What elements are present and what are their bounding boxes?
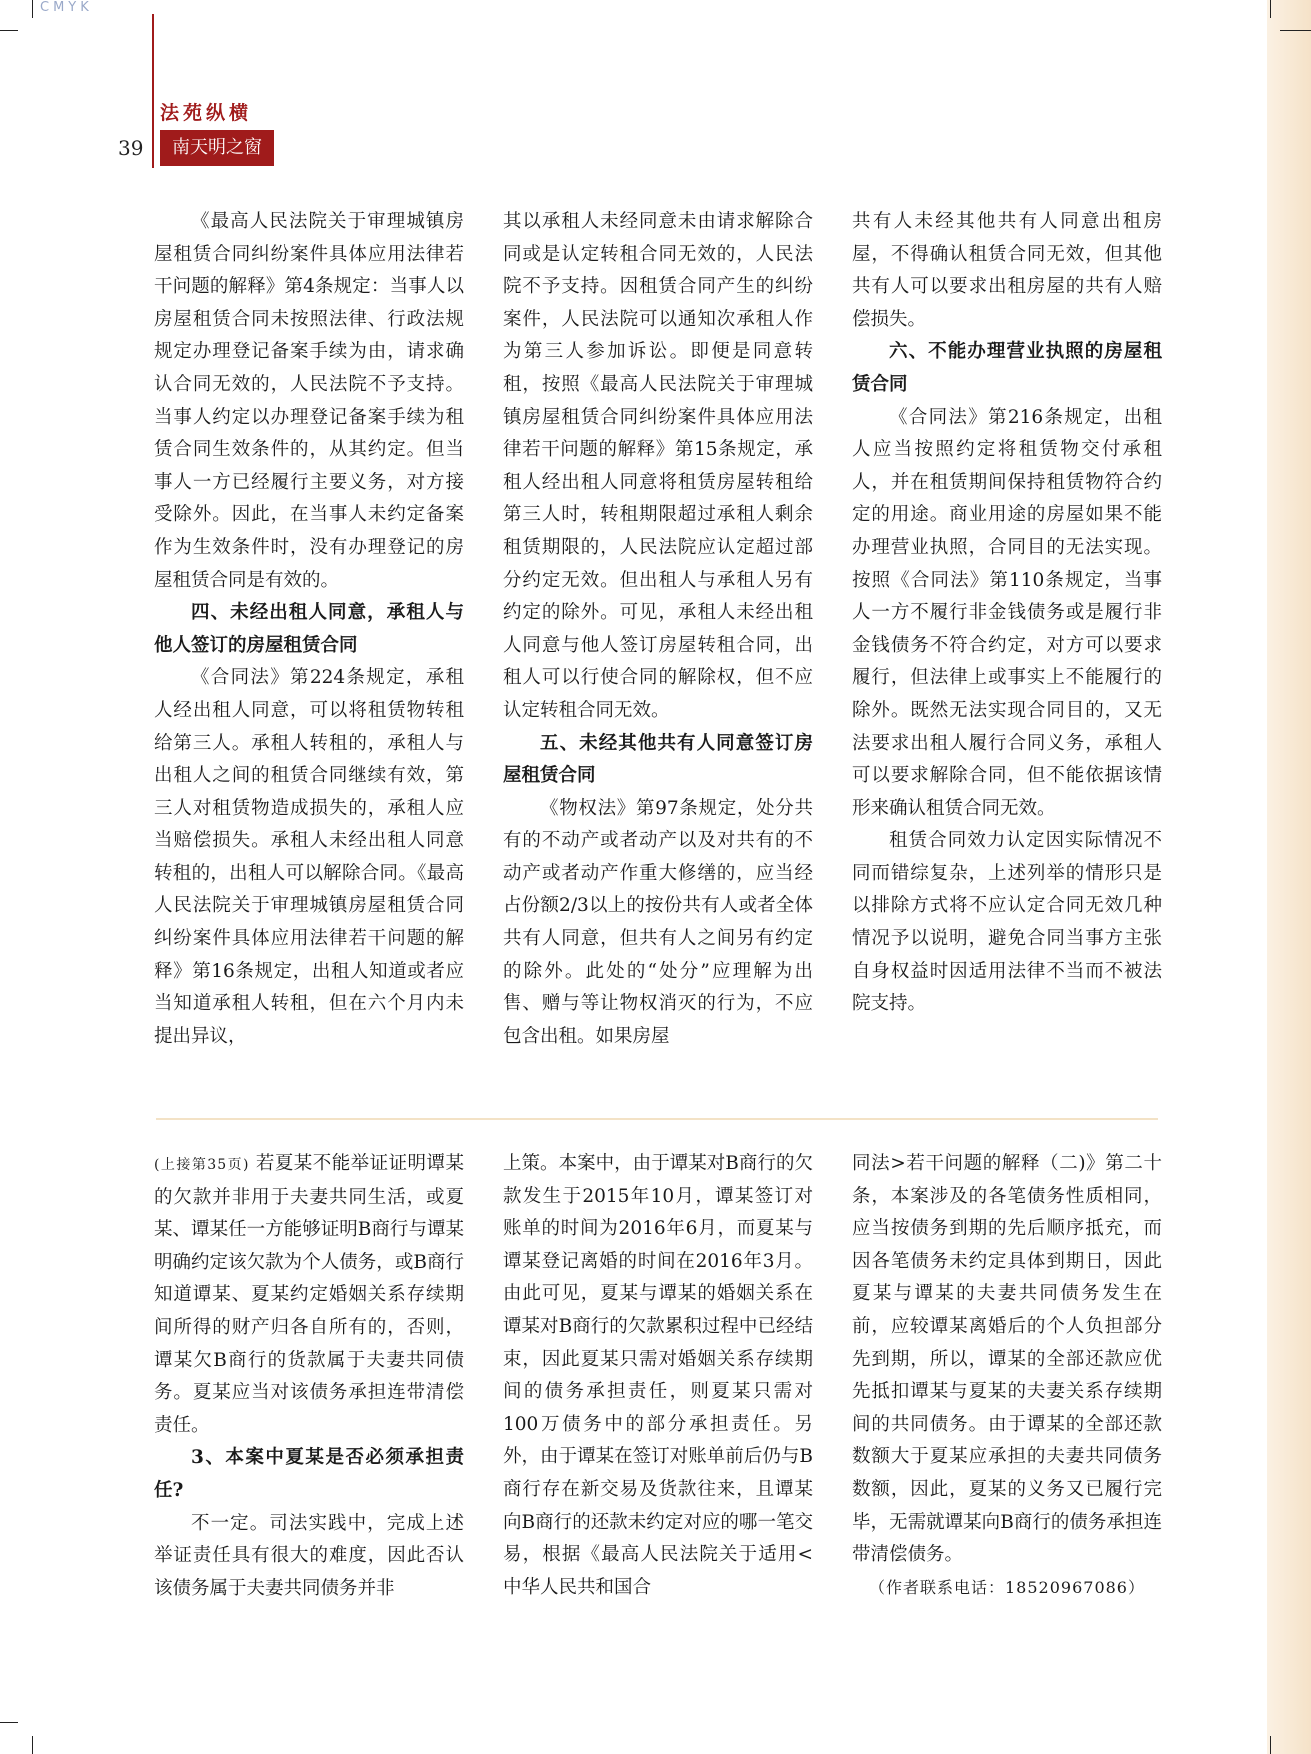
bottom-column-3: [852, 1148, 1162, 1604]
paragraph: 不一定。司法实践中，完成上述举证责任具有很大的难度，因此否认该债务属于夫妻共同债务并非: [154, 1512, 464, 1599]
paragraph: 《最高人民法院关于审理城镇房屋租赁合同纠纷案件具体应用法律若干问题的解释》第4条规定：当事人以房屋租赁合同未按照法律、行政法规规定办理登记备案手续为由，请求确认合同无效的，人民法院不予支持。当事人约定以办理登记备案手续为租赁合同生效条件的，从其约定。但当事人一方已经履行主要义务，对方接受除外。因此，在当事人未约定备案作为生效条件时，没有办理登记的房屋租赁合同是有效的。: [154, 211, 464, 591]
section-heading: 六、不能办理营业执照的房屋租赁合同: [852, 341, 1162, 395]
page-edge-strip: [1267, 0, 1311, 1754]
top-column-1: [154, 206, 464, 1053]
section-heading: 四、未经出租人同意，承租人与他人签订的房屋租赁合同: [154, 602, 464, 656]
bottom-column-1: [154, 1148, 464, 1605]
crop-mark: [1270, 1736, 1271, 1754]
column-badge: 南天明之窗: [160, 130, 274, 166]
crop-mark: [32, 1736, 33, 1754]
crop-mark: [1280, 30, 1311, 31]
header-rule: [152, 14, 154, 168]
article-divider: [156, 1118, 1158, 1120]
crop-mark: [0, 30, 18, 31]
paragraph: 同法>若干问题的解释（二)》第二十条，本案涉及的各笔债务性质相同，应当按债务到期的先后顺序抵充，而因各笔债务未约定具体到期日，因此夏某与谭某的夫妻共同债务发生在前，应较谭某离婚后的个人负担部分先到期，所以，谭某的全部还款应优先抵扣谭某与夏某的夫妻关系存续期间的共同债务。由于谭某的全部还款数额大于夏某应承担的夫妻共同债务数额，因此，夏某的义务又已履行完毕，无需就谭某向B商行的债务承担连带清偿债务。: [852, 1153, 1162, 1566]
paragraph: 租赁合同效力认定因实际情况不同而错综复杂，上述列举的情形只是以排除方式将不应认定合同无效几种情况予以说明，避免合同当事方主张自身权益时因适用法律不当而不被法院支持。: [852, 830, 1162, 1015]
paragraph: 《合同法》第216条规定，出租人应当按照约定将租赁物交付承租人，并在租赁期间保持租赁物符合约定的用途。商业用途的房屋如果不能办理营业执照，合同目的无法实现。按照《合同法》第110条规定，当事人一方不履行非金钱债务或是履行非金钱债务不符合约定，对方可以要求履行，但法律上或事实上不能履行的除外。既然无法实现合同目的，又无法要求出租人履行合同义务，承租人可以要求解除合同，但不能依据该情形来确认租赁合同无效。: [852, 406, 1162, 819]
bottom-column-2: [503, 1148, 813, 1604]
paragraph: [154, 1148, 464, 1442]
paragraph: 共有人未经其他共有人同意出租房屋，不得确认租赁合同无效，但其他共有人可以要求出租房屋的共有人赔偿损失。: [852, 211, 1162, 330]
crop-mark: [0, 1722, 18, 1723]
top-column-2: [503, 206, 813, 1053]
paragraph: 《物权法》第97条规定，处分共有的不动产或者动产以及对共有的不动产或者动产作重大修缮的，应当经占份额2/3以上的按份共有人或者全体共有人同意，但共有人之间另有约定的除外。此处的“处分”应理解为出售、赠与等让物权消灭的行为，不应包含出租。如果房屋: [503, 797, 813, 1047]
paragraph: 其以承租人未经同意未由请求解除合同或是认定转租合同无效的，人民法院不予支持。因租赁合同产生的纠纷案件，人民法院可以通知次承租人作为第三人参加诉讼。即便是同意转租，按照《最高人民法院关于审理城镇房屋租赁合同纠纷案件具体应用法律若干问题的解释》第15条规定，承租人经出租人同意将租赁房屋转租给第三人时，转租期限超过承租人剩余租赁期限的，人民法院应认定超过部分约定无效。但出租人与承租人另有约定的除外。可见，承租人未经出租人同意与他人签订房屋转租合同，出租人可以行使合同的解除权，但不应认定转租合同无效。: [503, 211, 813, 721]
paragraph: 《合同法》第224条规定，承租人经出租人同意，可以将租赁物转租给第三人。承租人转租的，承租人与出租人之间的租赁合同继续有效，第三人对租赁物造成损失的，承租人应当赔偿损失。承租人未经出租人同意转租的，出租人可以解除合同。《最高人民法院关于审理城镇房屋租赁合同纠纷案件具体应用法律若干问题的解释》第16条规定，出租人知道或者应当知道承租人转租，但在六个月内未提出异议，: [154, 667, 464, 1047]
top-column-3: [852, 206, 1162, 1021]
paragraph-text: 若夏某不能举证证明谭某的欠款并非用于夫妻共同生活，或夏某、谭某任一方能够证明B商行与谭某明确约定该欠款为个人债务，或B商行知道谭某、夏某约定婚姻关系存续期间所得的财产归各自所有的，否则，谭某欠B商行的货款属于夫妻共同债务。夏某应当对该债务承担连带清偿责任。: [154, 1153, 464, 1436]
page-number: 39: [118, 136, 144, 160]
crop-mark: [1270, 0, 1271, 18]
paragraph: 上策。本案中，由于谭某对B商行的欠款发生于2015年10月，谭某签订对账单的时间为2016年6月，而夏某与谭某登记离婚的时间在2016年3月。由此可见，夏某与谭某的婚姻关系在谭某对B商行的欠款累积过程中已经结束，因此夏某只需对婚姻关系存续期间的债务承担责任，则夏某只需对100万债务中的部分承担责任。另外，由于谭某在签订对账单前后仍与B商行存在新交易及货款往来，且谭某向B商行的还款未约定对应的哪一笔交易，根据《最高人民法院关于适用<中华人民共和国合: [503, 1153, 813, 1598]
crop-mark: [32, 0, 33, 18]
section-heading: 3、本案中夏某是否必须承担责任?: [154, 1447, 464, 1501]
author-contact: （作者联系电话：18520967086）: [869, 1577, 1145, 1597]
section-title: 法苑纵横: [160, 102, 253, 124]
continued-note: (上接第35页): [154, 1157, 250, 1173]
color-registration-bar: CMYK: [40, 0, 93, 15]
section-heading: 五、未经其他共有人同意签订房屋租赁合同: [503, 732, 813, 787]
